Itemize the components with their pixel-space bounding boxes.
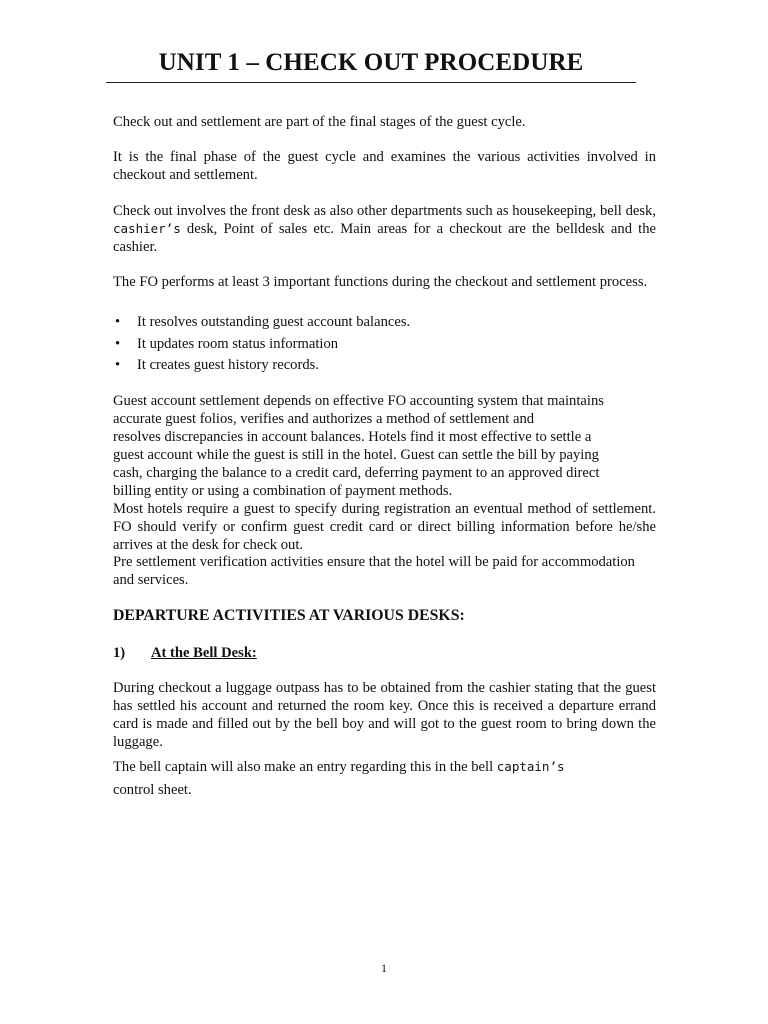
list-item [113, 355, 656, 377]
page-title: UNIT 1 – CHECK OUT PROCEDURE [158, 49, 584, 76]
list-item-text: It updates room status information [137, 335, 339, 352]
paragraph-text: control sheet. [113, 782, 192, 798]
list-item-text: It creates guest history records. [137, 357, 319, 373]
paragraph-final-phase: It is the final phase of the guest cycle and examines the various activities involved in checkout and settlement. [113, 149, 656, 183]
title-underline [106, 82, 636, 83]
paragraph-line: resolves discrepancies in account balances. Hotels find it most effective to settle a [113, 429, 592, 445]
paragraph-text: The bell captain will also make an entry regarding this in the bell [113, 759, 497, 775]
paragraph-settlement [113, 392, 656, 500]
paragraph-line: cash, charging the balance to a credit card, deferring payment to an approved direct [113, 465, 600, 481]
section-heading: DEPARTURE ACTIVITIES AT VARIOUS DESKS: [113, 607, 465, 624]
paragraph-intro: Check out and settlement are part of the final stages of the guest cycle. [113, 114, 526, 130]
paragraph-check-out-departments [113, 202, 656, 256]
list-item [113, 312, 656, 334]
paragraph-bell-captain [113, 755, 656, 802]
paragraph-bell-desk: During checkout a luggage outpass has to be obtained from the cashier stating that the guest has settled his account and returned the room key. Once this is received a departure errand card is made and filled out by the bell boy and will got to the guest room to bring down the luggage. [113, 680, 656, 750]
subsection-number: 1) [113, 645, 126, 661]
functions-list [113, 312, 656, 377]
paragraph-line: Guest account settlement depends on effective FO accounting system that maintains [113, 393, 604, 409]
paragraph-text-mono: captain’s [496, 759, 565, 774]
page-number: 1 [381, 961, 387, 975]
paragraph-text: Check out involves the front desk as also other departments such as housekeeping, bell desk, [113, 203, 656, 219]
paragraph-line: guest account while the guest is still in the hotel. Guest can settle the bill by paying [113, 447, 599, 463]
paragraph-line: accurate guest folios, verifies and authorizes a method of settlement and [113, 411, 535, 427]
paragraph-line: billing entity or using a combination of payment methods. [113, 483, 453, 499]
paragraph-registration: Most hotels require a guest to specify during registration an eventual method of settlement. FO should verify or confirm guest credit card or direct billing information before he/she arrives at the desk for check out. [113, 501, 656, 553]
paragraph-pre-settlement: Pre settlement verification activities ensure that the hotel will be paid for accommodation and services. [113, 554, 635, 588]
list-item-text: It resolves outstanding guest account balances. [137, 314, 411, 330]
subsection-heading [113, 645, 257, 662]
bullet-icon: • [115, 357, 121, 373]
paragraph-fo-functions: The FO performs at least 3 important functions during the checkout and settlement process. [113, 274, 648, 290]
list-item [113, 334, 656, 356]
subsection-label: At the Bell Desk: [151, 645, 257, 661]
bullet-icon: • [115, 335, 121, 352]
paragraph-text-mono: cashier’s [113, 221, 181, 236]
bullet-icon: • [115, 314, 121, 330]
paragraph-text: desk, Point of sales etc. Main areas for a checkout are the belldesk and the cashier. [113, 221, 656, 255]
